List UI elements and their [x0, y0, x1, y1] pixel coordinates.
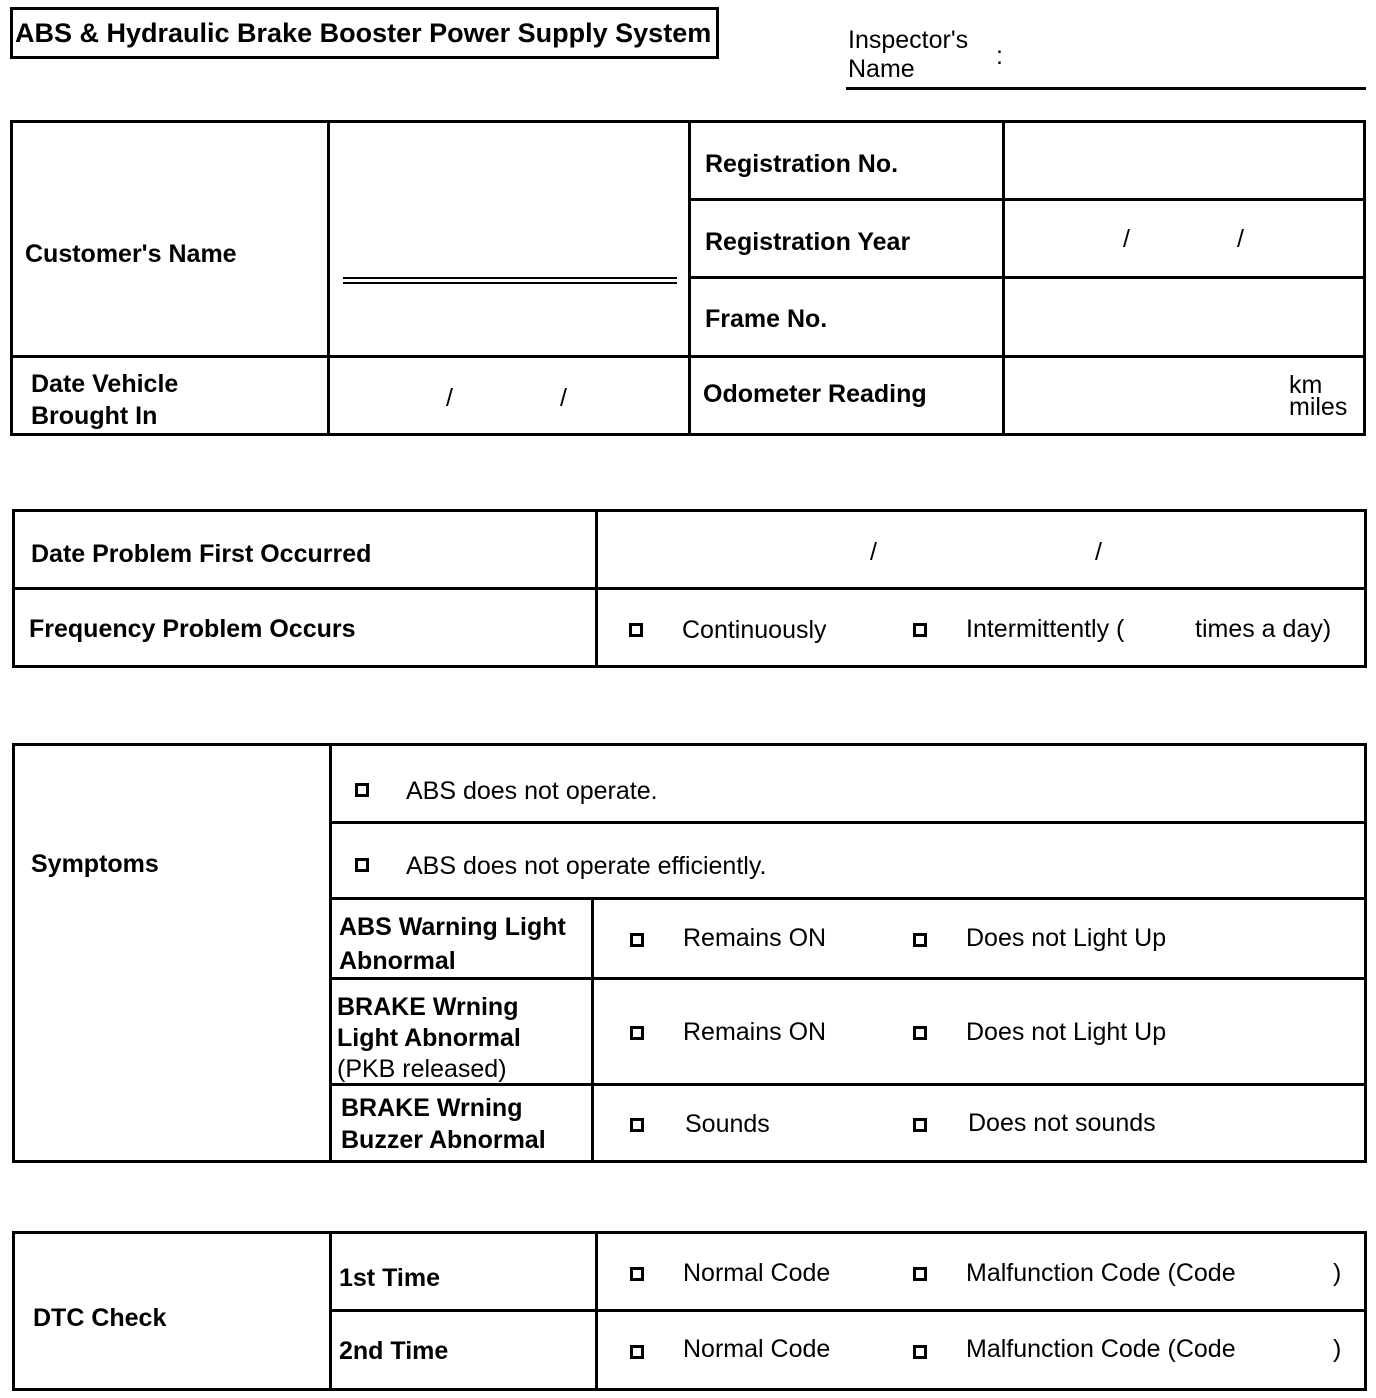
registration-no-field[interactable]	[1005, 123, 1363, 198]
abs-warning-remains-on-label: Remains ON	[683, 924, 827, 952]
inspector-label	[848, 26, 968, 84]
brake-warning-buzzer-label-line2: Buzzer Abnormal	[341, 1126, 546, 1154]
registration-no-label: Registration No.	[705, 150, 899, 178]
brake-warning-light-label	[337, 992, 521, 1085]
continuously-checkbox[interactable]	[629, 623, 643, 637]
frame-no-field[interactable]	[1005, 279, 1363, 355]
abs-warning-light-label	[339, 910, 566, 978]
times-a-day-label: times a day)	[1195, 615, 1332, 643]
brake-warning-light-label-line3: (PKB released)	[337, 1055, 507, 1083]
dtc-first-time-label: 1st Time	[339, 1264, 440, 1292]
date-first-slash-1: /	[870, 538, 877, 566]
odometer-unit-km: km	[1289, 371, 1323, 399]
abs-warning-remains-on-checkbox[interactable]	[630, 933, 644, 947]
dtc-first-normal-checkbox[interactable]	[630, 1267, 644, 1281]
brake-light-not-light-label: Does not Light Up	[966, 1018, 1167, 1046]
symptoms-table	[12, 743, 1367, 1163]
date-brought-in-slash-1: /	[446, 384, 453, 412]
dtc-first-malfunction-label: Malfunction Code (Code	[966, 1259, 1236, 1287]
dtc-first-close-paren: )	[1333, 1259, 1342, 1287]
customer-name-field[interactable]	[343, 277, 677, 287]
abs-warning-not-light-label: Does not Light Up	[966, 924, 1167, 952]
dtc-second-time-label: 2nd Time	[339, 1337, 449, 1365]
dtc-first-code-field[interactable]	[1270, 1252, 1330, 1296]
buzzer-not-sounds-checkbox[interactable]	[913, 1118, 927, 1132]
form-title: ABS & Hydraulic Brake Booster Power Supply System	[10, 7, 719, 59]
abs-not-operate-label: ABS does not operate.	[406, 777, 658, 805]
inspector-colon: :	[996, 42, 1003, 70]
date-brought-in-label	[31, 368, 178, 432]
intermittently-label: Intermittently (	[966, 615, 1125, 643]
date-brought-in-label-line1: Date Vehicle	[31, 370, 179, 398]
dtc-check-table	[12, 1231, 1367, 1391]
date-first-occurred-label: Date Problem First Occurred	[31, 540, 372, 568]
frame-no-label: Frame No.	[705, 305, 828, 333]
odometer-label: Odometer Reading	[703, 380, 927, 408]
dtc-first-malfunction-checkbox[interactable]	[913, 1267, 927, 1281]
dtc-check-label: DTC Check	[33, 1304, 167, 1332]
buzzer-sounds-checkbox[interactable]	[630, 1118, 644, 1132]
buzzer-sounds-label: Sounds	[685, 1110, 770, 1138]
abs-not-efficient-checkbox[interactable]	[355, 858, 369, 872]
dtc-second-normal-checkbox[interactable]	[630, 1345, 644, 1359]
brake-warning-buzzer-label-line1: BRAKE Wrning	[341, 1094, 523, 1122]
date-first-slash-2: /	[1095, 538, 1102, 566]
abs-not-efficient-label: ABS does not operate efficiently.	[406, 852, 767, 880]
brake-light-remains-on-label: Remains ON	[683, 1018, 827, 1046]
buzzer-not-sounds-label: Does not sounds	[968, 1109, 1156, 1137]
dtc-second-malfunction-checkbox[interactable]	[913, 1345, 927, 1359]
intermittently-checkbox[interactable]	[913, 623, 927, 637]
dtc-second-normal-label: Normal Code	[683, 1335, 831, 1363]
brake-light-not-light-checkbox[interactable]	[913, 1026, 927, 1040]
vehicle-info-table	[10, 120, 1366, 436]
abs-warning-light-label-line2: Abnormal	[339, 947, 456, 975]
abs-warning-not-light-checkbox[interactable]	[913, 933, 927, 947]
inspector-label-line1: Inspector's	[848, 26, 969, 54]
inspector-label-line2: Name	[848, 55, 915, 83]
date-brought-in-field[interactable]	[330, 358, 688, 433]
brake-warning-buzzer-label	[341, 1092, 546, 1156]
brake-light-remains-on-checkbox[interactable]	[630, 1026, 644, 1040]
date-first-occurred-field[interactable]	[598, 512, 1364, 587]
dtc-second-malfunction-label: Malfunction Code (Code	[966, 1335, 1236, 1363]
date-brought-in-label-line2: Brought In	[31, 402, 158, 430]
odometer-field[interactable]	[1005, 358, 1363, 433]
registration-year-slash-1: /	[1123, 225, 1130, 253]
frequency-label: Frequency Problem Occurs	[29, 615, 356, 643]
registration-year-slash-2: /	[1237, 225, 1244, 253]
registration-year-field[interactable]	[1005, 201, 1363, 276]
continuously-label: Continuously	[682, 616, 827, 644]
odometer-unit-miles: miles	[1289, 393, 1348, 421]
abs-warning-light-label-line1: ABS Warning Light	[339, 913, 566, 941]
brake-warning-light-label-line1: BRAKE Wrning	[337, 993, 519, 1021]
date-brought-in-slash-2: /	[560, 384, 567, 412]
brake-warning-light-label-line2: Light Abnormal	[337, 1024, 521, 1052]
dtc-first-normal-label: Normal Code	[683, 1259, 831, 1287]
occurrence-table	[12, 509, 1367, 668]
symptoms-label: Symptoms	[31, 850, 159, 878]
dtc-second-code-field[interactable]	[1270, 1328, 1330, 1372]
abs-not-operate-checkbox[interactable]	[355, 783, 369, 797]
customer-name-label: Customer's Name	[25, 240, 237, 268]
dtc-second-close-paren: )	[1333, 1335, 1342, 1363]
registration-year-label: Registration Year	[705, 228, 911, 256]
inspector-name-field[interactable]	[846, 87, 1366, 90]
